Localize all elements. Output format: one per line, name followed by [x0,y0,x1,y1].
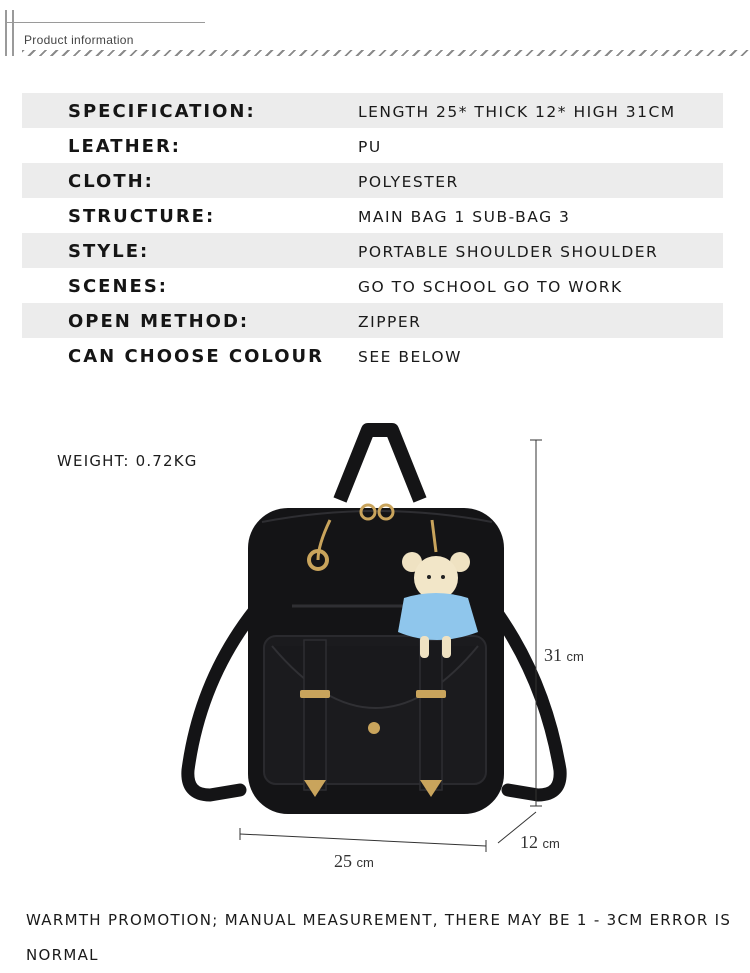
spec-key: CAN CHOOSE COLOUR [68,346,324,367]
spec-table [22,93,723,373]
spec-key: CLOTH: [68,171,154,192]
spec-key: OPEN METHOD: [68,311,250,332]
spec-value: ZIPPER [358,313,422,331]
spec-key: STRUCTURE: [68,206,216,227]
right-strap [495,610,560,795]
spec-value: SEE BELOW [358,348,462,366]
section-title: Product information [24,33,134,47]
spec-value: PU [358,138,382,156]
header-bar [12,10,14,56]
height-value: 31 [544,645,562,665]
height-label [544,645,584,666]
header-line [5,22,205,23]
strap-buckle [416,690,446,698]
header-bar [5,10,7,56]
width-label [334,851,374,872]
spec-value: LENGTH 25* THICK 12* HIGH 31CM [358,103,676,121]
spec-row [22,163,723,198]
spec-key: LEATHER: [68,136,181,157]
spec-value: POLYESTER [358,173,459,191]
spec-row [22,198,723,233]
spec-key: SCENES: [68,276,168,297]
pocket-strap [304,640,326,790]
section-header [0,0,750,60]
width-unit: cm [356,855,374,870]
spec-key: STYLE: [68,241,150,262]
depth-value: 12 [520,832,538,852]
width-dimension-line [240,834,486,846]
spec-row [22,303,723,338]
spec-row [22,93,723,128]
measurement-note: WARMTH PROMOTION; MANUAL MEASUREMENT, THERE MAY BE 1 - 3CM ERROR IS NORMAL [26,911,732,964]
height-unit: cm [566,649,584,664]
spec-row [22,268,723,303]
top-handle [340,430,420,500]
spec-row [22,338,723,373]
weight-label: WEIGHT: 0.72KG [57,452,198,470]
pocket-stud [368,722,380,734]
width-value: 25 [334,851,352,871]
spec-key: SPECIFICATION: [68,101,256,122]
pocket-strap [420,640,442,790]
spec-value: PORTABLE SHOULDER SHOULDER [358,243,659,261]
depth-unit: cm [542,836,560,851]
strap-buckle [300,690,330,698]
backpack-illustration [0,380,750,880]
spec-row [22,233,723,268]
spec-row [22,128,723,163]
left-strap [188,610,255,795]
depth-label [520,832,560,853]
spec-value: GO TO SCHOOL GO TO WORK [358,278,623,296]
decorative-divider [22,50,750,56]
spec-value: MAIN BAG 1 SUB-BAG 3 [358,208,571,226]
